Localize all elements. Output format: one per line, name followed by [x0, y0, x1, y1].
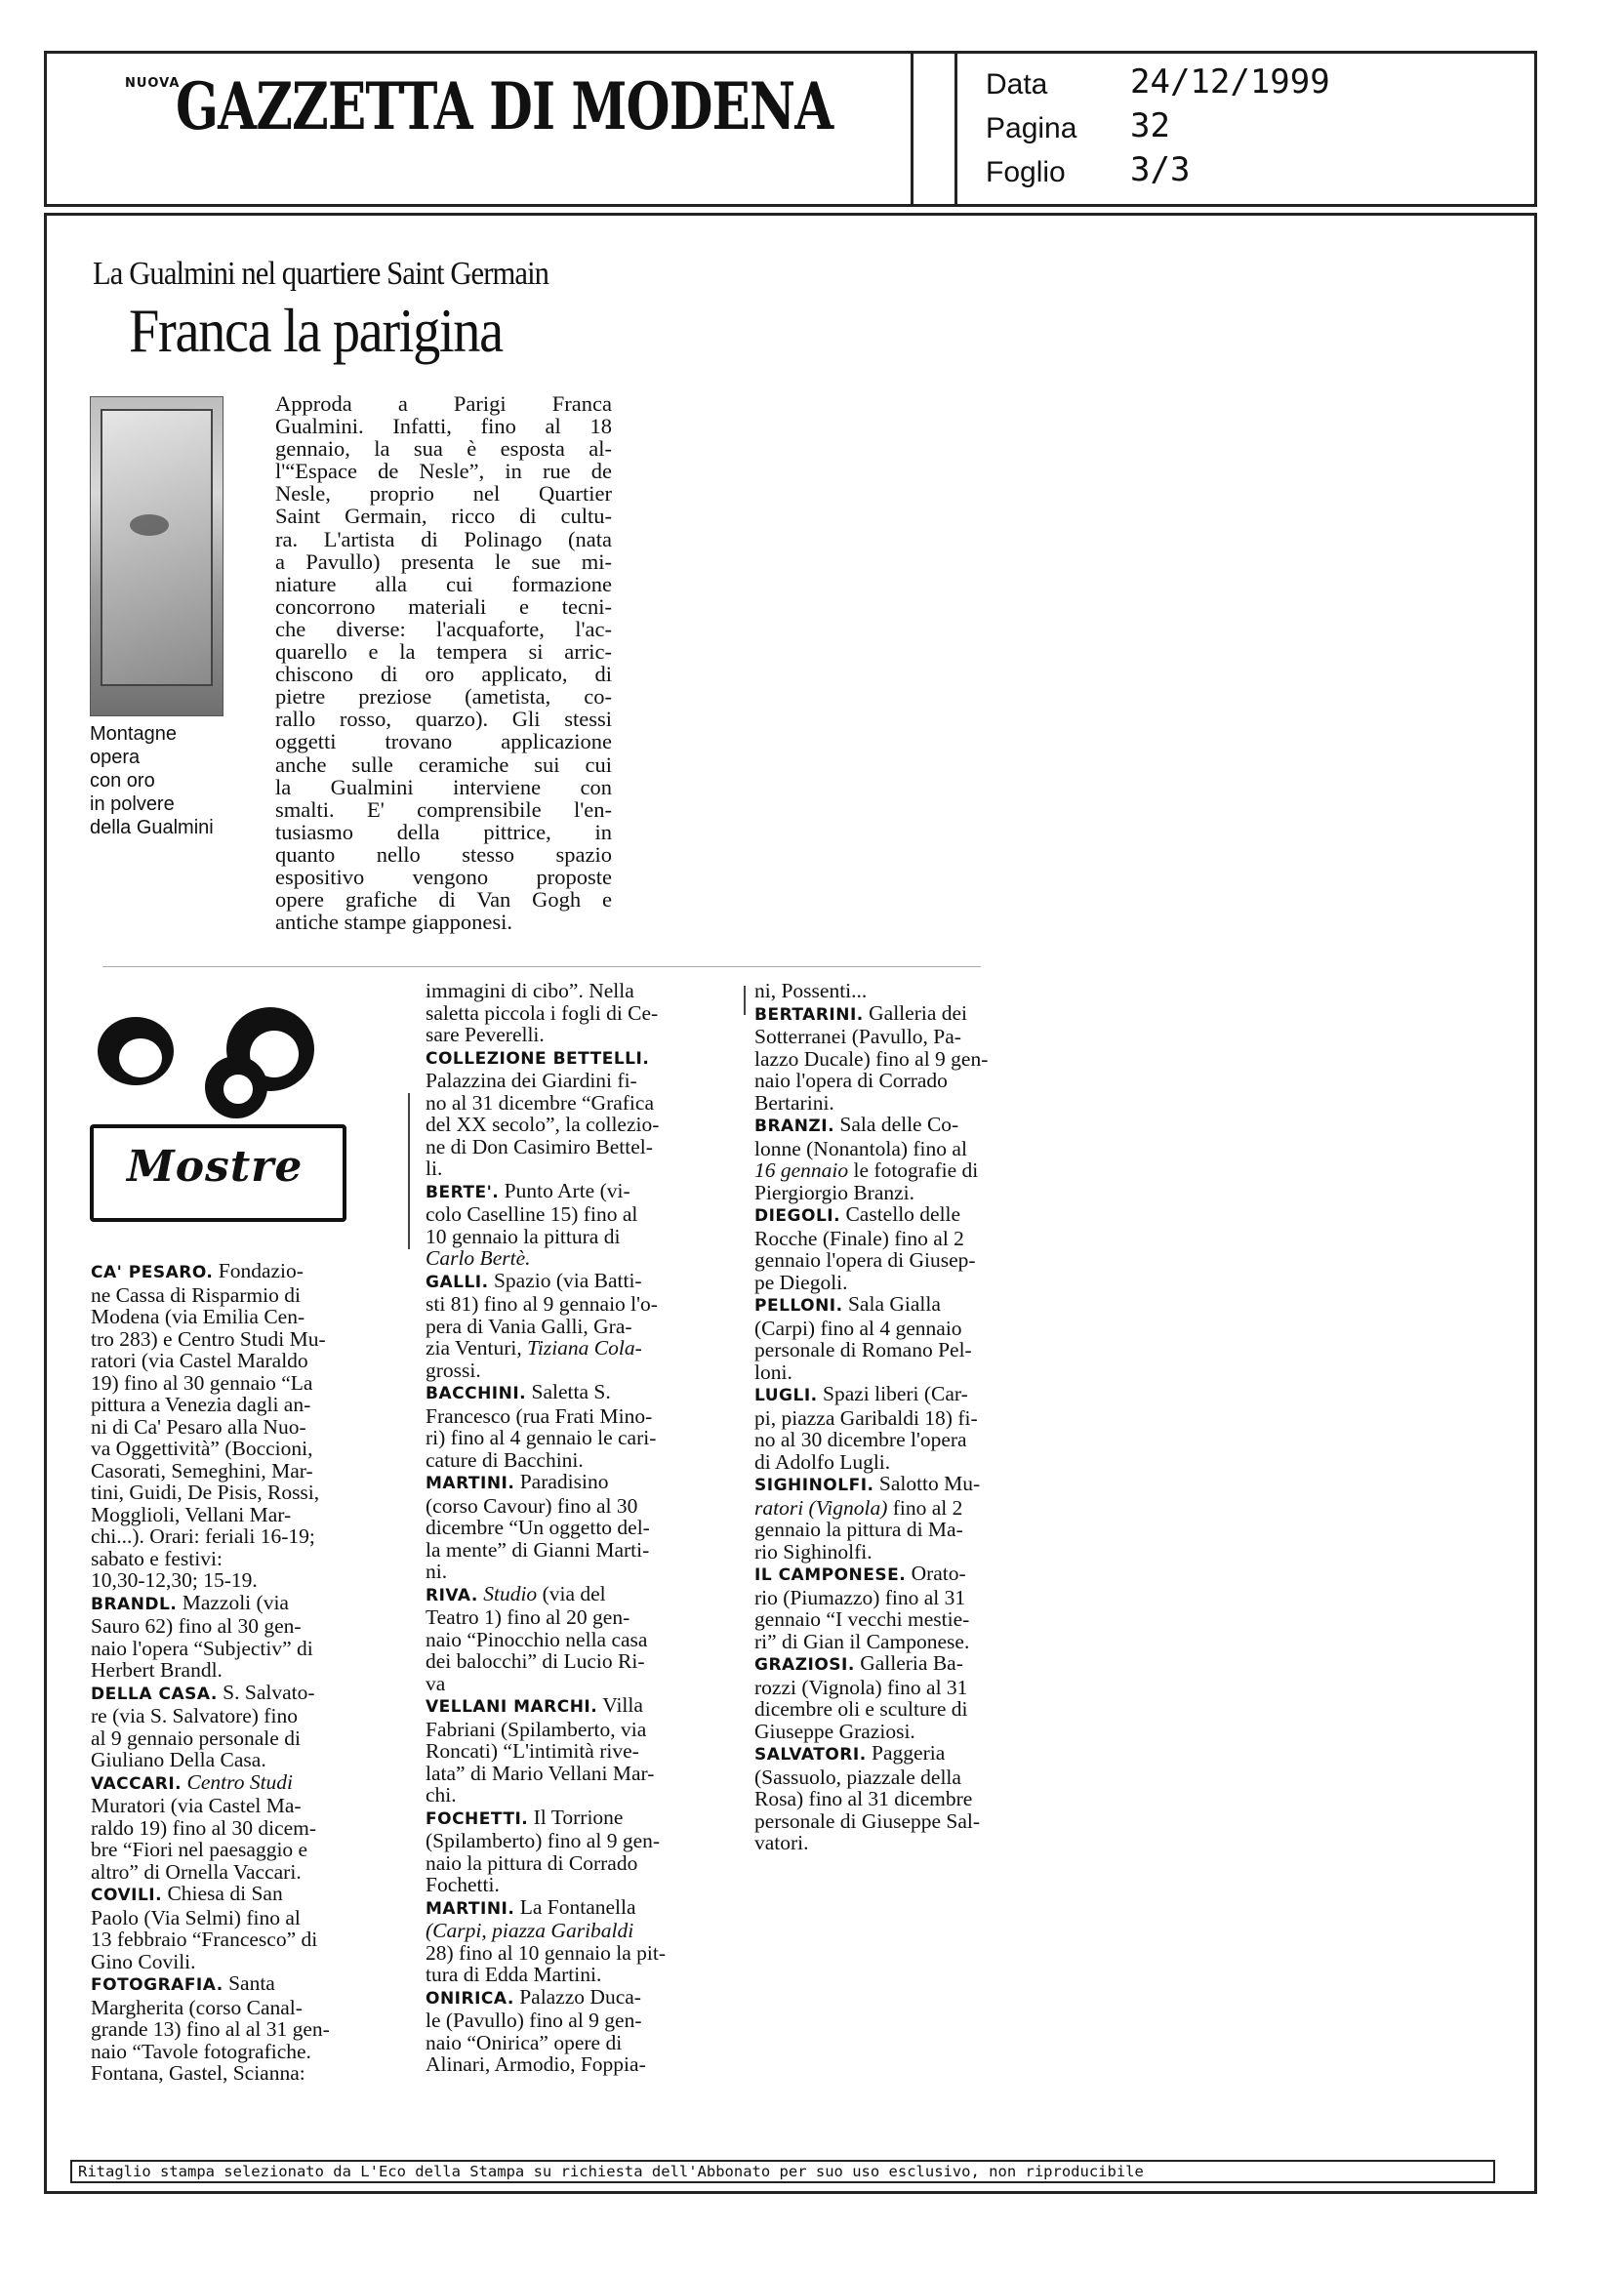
listing-line: chi...). Orari: feriali 16-19;: [91, 1524, 315, 1548]
mostre-column-1: [91, 1260, 411, 2085]
listing-line: Muratori (via Castel Ma-: [91, 1794, 302, 1817]
listing-line: personale di Giuseppe Sal-: [754, 1808, 981, 1833]
listing-line: personale di Romano Pel-: [754, 1338, 972, 1361]
body-line: Gualmini. Infatti, fino al 18: [275, 414, 612, 439]
listing-line: (Carpi) fino al 4 gennaio: [754, 1316, 962, 1340]
pagina-label: Pagina: [986, 112, 1077, 144]
listing-line: Sauro 62) fino al 30 gen-: [91, 1614, 302, 1638]
listing-line: no al 30 dicembre l'opera: [754, 1428, 967, 1451]
listing-line: (corso Cavour) fino al 30: [426, 1493, 638, 1518]
listing-line: gennaio “I vecchi mestie-: [754, 1607, 970, 1631]
listing-line: pera di Vania Galli, Gra-: [426, 1314, 632, 1338]
listing-line: 28) fino al 10 gennaio la pit-: [426, 1940, 666, 1965]
listing-line: va: [426, 1671, 446, 1695]
listing-line: Bertarini.: [754, 1090, 834, 1115]
listing-line: BACCHINI. Saletta S.: [426, 1380, 611, 1403]
listing-line: rozzi (Vignola) fino al 31: [754, 1675, 968, 1699]
listing-line: BERTE'. Punto Arte (vi-: [426, 1178, 630, 1202]
data-label: Data: [986, 68, 1048, 101]
foglio-value: 3/3: [1130, 150, 1191, 189]
listing-line: CA' PESARO. Fondazio-: [91, 1259, 304, 1282]
body-line: gennaio, la sua è esposta al-: [275, 436, 612, 462]
listing-line: 13 febbraio “Francesco” di: [91, 1928, 318, 1951]
body-line: opere grafiche di Van Gogh e: [275, 887, 612, 913]
listing-line: tini, Guidi, De Pisis, Rossi,: [91, 1481, 320, 1504]
caption-line: della Gualmini: [90, 817, 214, 838]
listing-line: Teatro 1) fino al 20 gen-: [426, 1605, 630, 1629]
listing-line: grossi.: [426, 1358, 481, 1382]
listing-line: naio “Tavole fotografiche.: [91, 2039, 311, 2063]
listing-line: FOTOGRAFIA. Santa: [91, 1971, 275, 1995]
body-line: che diverse: l'acquaforte, l'ac-: [275, 616, 612, 641]
listing-line: ratori (via Castel Maraldo: [91, 1349, 308, 1372]
listing-line: Francesco (rua Frati Mino-: [426, 1403, 653, 1428]
mostre-logo: [80, 978, 351, 1220]
listing-line: 16 gennaio le fotografie di: [754, 1158, 979, 1182]
listing-line: (Spilamberto) fino al 9 gen-: [426, 1829, 661, 1852]
column-rule: [744, 986, 746, 1015]
listing-line: ratori (Vignola) fino al 2: [754, 1495, 963, 1520]
listing-line: naio “Onirica” opere di: [426, 2030, 623, 2054]
listing-line: lazzo Ducale) fino al 9 gen-: [754, 1046, 989, 1071]
listing-line: naio “Pinocchio nella casa: [426, 1627, 648, 1651]
listing-line: naio l'opera di Corrado: [754, 1069, 948, 1092]
header-divider-inner: [954, 51, 957, 207]
listing-line: colo Caselline 15) fino al: [426, 1202, 638, 1226]
listing-line: tro 283) e Centro Studi Mu-: [91, 1326, 326, 1351]
artwork-photo: [90, 396, 223, 716]
body-line: anche sulle ceramiche sui cui: [275, 751, 612, 777]
listing-line: PELLONI. Sala Gialla: [754, 1292, 941, 1316]
listing-line: pi, piazza Garibaldi 18) fi-: [754, 1405, 978, 1430]
listing-line: Rocche (Finale) fino al 2: [754, 1226, 964, 1250]
listing-line: la mente” di Gianni Marti-: [426, 1537, 650, 1562]
listing-line: Fabriani (Spilamberto, via: [426, 1717, 647, 1741]
listing-line: SALVATORI. Paggeria: [754, 1741, 946, 1765]
spotlight-lens-icon: [219, 1070, 258, 1109]
listing-line: gennaio l'opera di Giusep-: [754, 1248, 976, 1272]
listing-line: BERTARINI. Galleria dei: [754, 1000, 968, 1025]
listing-line: Sotterranei (Pavullo, Pa-: [754, 1025, 961, 1048]
listing-line: Modena (via Emilia Cen-: [91, 1305, 305, 1328]
listing-line: COVILI. Chiesa di San: [91, 1882, 283, 1905]
caption-line: in polvere: [90, 793, 175, 815]
listing-line: bre “Fiori nel paesaggio e: [91, 1838, 308, 1861]
listing-line: pittura a Venezia dagli an-: [91, 1393, 311, 1416]
body-line: chiscono di oro applicato, di: [275, 662, 612, 687]
listing-line: di Adolfo Lugli.: [754, 1449, 891, 1474]
listing-line: Casorati, Semeghini, Mar-: [91, 1458, 313, 1482]
masthead-nuova: NUOVA: [125, 76, 181, 91]
listing-line: lata” di Mario Vellani Mar-: [426, 1761, 655, 1785]
data-value: 24/12/1999: [1130, 62, 1330, 102]
listing-line: zia Venturi, Tiziana Cola-: [426, 1336, 642, 1360]
body-line: concorrono materiali e tecni-: [275, 593, 612, 619]
body-line: oggetti trovano applicazione: [275, 729, 612, 754]
listing-line: Herbert Brandl.: [91, 1658, 223, 1682]
listing-line: Carlo Bertè.: [426, 1246, 531, 1270]
listing-line: tura di Edda Martini.: [426, 1963, 602, 1986]
listing-line: RIVA. Studio (via del: [426, 1581, 606, 1605]
listing-line: FOCHETTI. Il Torrione: [426, 1805, 624, 1829]
press-clipping-notice: Ritaglio stampa selezionato da L'Eco della Stampa su richiesta dell'Abbonato per suo uso esclusivo, non riproducibile: [70, 2160, 1495, 2183]
foglio-label: Foglio: [986, 156, 1066, 188]
listing-line: Paolo (Via Selmi) fino al: [91, 1905, 301, 1929]
listing-line: ne di Don Casimiro Bettel-: [426, 1134, 653, 1158]
listing-line: Fochetti.: [426, 1873, 500, 1896]
body-line: a Pavullo) presenta le sue mi-: [275, 548, 612, 574]
listing-line: Roncati) “L'intimità rive-: [426, 1739, 639, 1763]
listing-line: sti 81) fino al 9 gennaio l'o-: [426, 1292, 658, 1316]
body-line: pietre preziose (ametista, co-: [275, 684, 612, 710]
listing-line: sabato e festivi:: [91, 1546, 223, 1570]
mostre-column-2: [426, 980, 746, 2076]
listing-line: Alinari, Armodio, Foppia-: [426, 2052, 646, 2076]
listing-line: raldo 19) fino al 30 dicem-: [91, 1815, 317, 1840]
listing-line: vatori.: [754, 1831, 809, 1854]
listing-line: GRAZIOSI. Galleria Ba-: [754, 1651, 963, 1675]
listing-line: (Sassuolo, piazzale della: [754, 1765, 961, 1789]
listing-line: del XX secolo”, la collezio-: [426, 1113, 660, 1136]
listing-line: Palazzina dei Giardini fi-: [426, 1069, 637, 1092]
listing-line: GALLI. Spazio (via Batti-: [426, 1268, 642, 1292]
listing-line: dei balocchi” di Lucio Ri-: [426, 1649, 645, 1673]
body-line: rallo rosso, quarzo). Gli stessi: [275, 707, 612, 732]
listing-line: dicembre oli e sculture di: [754, 1697, 968, 1721]
listing-line: re (via S. Salvatore) fino: [91, 1704, 298, 1727]
listing-line: ri” di Gian il Camponese.: [754, 1629, 970, 1653]
listing-line: cature di Bacchini.: [426, 1447, 584, 1472]
body-line: quanto nello stesso spazio: [275, 841, 612, 867]
body-line: Nesle, proprio nel Quartier: [275, 481, 612, 507]
listing-line: VACCARI. Centro Studi: [91, 1769, 294, 1794]
listing-line: le (Pavullo) fino al 9 gen-: [426, 2009, 642, 2032]
listing-line: immagini di cibo”. Nella: [426, 979, 634, 1002]
listing-line: Piergiorgio Branzi.: [754, 1180, 915, 1204]
listing-line: chi.: [426, 1783, 457, 1807]
body-line: smalti. E' comprensibile l'en-: [275, 796, 612, 822]
article-body: [275, 392, 612, 933]
listing-line: Giuliano Della Casa.: [91, 1748, 266, 1771]
header-divider: [911, 51, 914, 207]
section-separator: [102, 966, 981, 967]
body-line: espositivo vengono proposte: [275, 864, 612, 889]
listing-line: rio Sighinolfi.: [754, 1539, 873, 1563]
article-headline: Franca la parigina: [129, 296, 503, 365]
body-line: la Gualmini interviene con: [275, 774, 612, 799]
artwork-frame: [101, 409, 213, 686]
listing-line: gennaio la pittura di Ma-: [754, 1518, 963, 1541]
listing-line: pe Diegoli.: [754, 1270, 848, 1294]
listing-line: sare Peverelli.: [426, 1023, 545, 1046]
listing-line: DIEGOLI. Castello delle: [754, 1202, 961, 1226]
listing-line: naio la pittura di Corrado: [426, 1850, 638, 1875]
listing-line: ni di Ca' Pesaro alla Nuo-: [91, 1414, 306, 1439]
caption-line: con oro: [90, 770, 155, 792]
listing-line: DELLA CASA. S. Salvato-: [91, 1680, 315, 1704]
listing-line: LUGLI. Spazi liberi (Car-: [754, 1382, 968, 1405]
listing-line: 10,30-12,30; 15-19.: [91, 1568, 258, 1592]
body-line: niature alla cui formazione: [275, 571, 612, 596]
mostre-title: Mostre: [127, 1142, 304, 1192]
caption-line: Montagne: [90, 723, 177, 745]
photo-caption: [90, 722, 214, 839]
caption-line: opera: [90, 747, 141, 768]
listing-line: Fontana, Gastel, Scianna:: [91, 2061, 305, 2085]
listing-line: Gino Covili.: [91, 1949, 196, 1973]
listing-line: al 9 gennaio personale di: [91, 1726, 301, 1750]
listing-line: ri) fino al 4 gennaio le cari-: [426, 1426, 657, 1449]
listing-line: rio (Piumazzo) fino al 31: [754, 1585, 966, 1609]
listing-line: ONIRICA. Palazzo Duca-: [426, 1984, 641, 2009]
listing-line: Rosa) fino al 31 dicembre: [754, 1787, 973, 1810]
listing-line: va Oggettività” (Boccioni,: [91, 1437, 313, 1460]
body-line: ra. L'artista di Polinago (nata: [275, 526, 612, 551]
listing-line: naio l'opera “Subjectiv” di: [91, 1636, 313, 1660]
listing-line: loni.: [754, 1360, 792, 1384]
listing-line: no al 31 dicembre “Grafica: [426, 1090, 654, 1115]
listing-line: ne Cassa di Risparmio di: [91, 1282, 301, 1307]
listing-line: BRANDL. Mazzoli (via: [91, 1590, 289, 1614]
listing-line: Giuseppe Graziosi.: [754, 1719, 915, 1743]
listing-line: saletta piccola i fogli di Ce-: [426, 1000, 659, 1025]
body-line: quarello e la tempera si arric-: [275, 639, 612, 665]
listing-line: li.: [426, 1157, 443, 1180]
listing-line: ni, Possenti...: [754, 979, 868, 1002]
listing-line: VELLANI MARCHI. Villa: [426, 1693, 643, 1717]
body-line: tusiasmo della pittrice, in: [275, 819, 612, 844]
body-line: Saint Germain, ricco di cultu-: [275, 504, 612, 529]
body-line: Approda a Parigi Franca: [275, 391, 612, 416]
listing-line: dicembre “Un oggetto del-: [426, 1516, 650, 1539]
article-kicker: La Gualmini nel quartiere Saint Germain: [93, 256, 549, 292]
listing-line: grande 13) fino al al 31 gen-: [91, 2017, 330, 2041]
listing-line: ni.: [426, 1560, 448, 1583]
mostre-column-3: [754, 980, 1075, 1854]
listing-line: lonne (Nonantola) fino al: [754, 1136, 967, 1160]
listing-line: Margherita (corso Canal-: [91, 1995, 303, 2019]
body-line: antiche stampe giapponesi.: [275, 910, 513, 935]
listing-line: IL CAMPONESE. Orato-: [754, 1562, 966, 1585]
listing-line: 10 gennaio la pittura di: [426, 1224, 621, 1248]
masthead: GAZZETTA DI MODENA: [176, 68, 833, 144]
artwork-detail: [130, 514, 169, 536]
body-line: l'“Espace de Nesle”, in rue de: [275, 459, 612, 484]
listing-line: altro” di Ornella Vaccari.: [91, 1859, 302, 1884]
listing-line: SIGHINOLFI. Salotto Mu-: [754, 1472, 981, 1495]
pagina-value: 32: [1130, 106, 1170, 145]
listing-line: 19) fino al 30 gennaio “La: [91, 1370, 313, 1395]
listing-line: Mogglioli, Vellani Mar-: [91, 1502, 292, 1526]
listing-line: MARTINI. Paradisino: [426, 1470, 609, 1493]
listing-line: (Carpi, piazza Garibaldi: [426, 1919, 634, 1942]
column-rule: [408, 1093, 410, 1249]
listing-line: BRANZI. Sala delle Co-: [754, 1113, 959, 1136]
listing-line: MARTINI. La Fontanella: [426, 1894, 636, 1919]
spotlight-lens-icon: [113, 1033, 168, 1083]
listing-line: COLLEZIONE BETTELLI.: [426, 1048, 650, 1069]
